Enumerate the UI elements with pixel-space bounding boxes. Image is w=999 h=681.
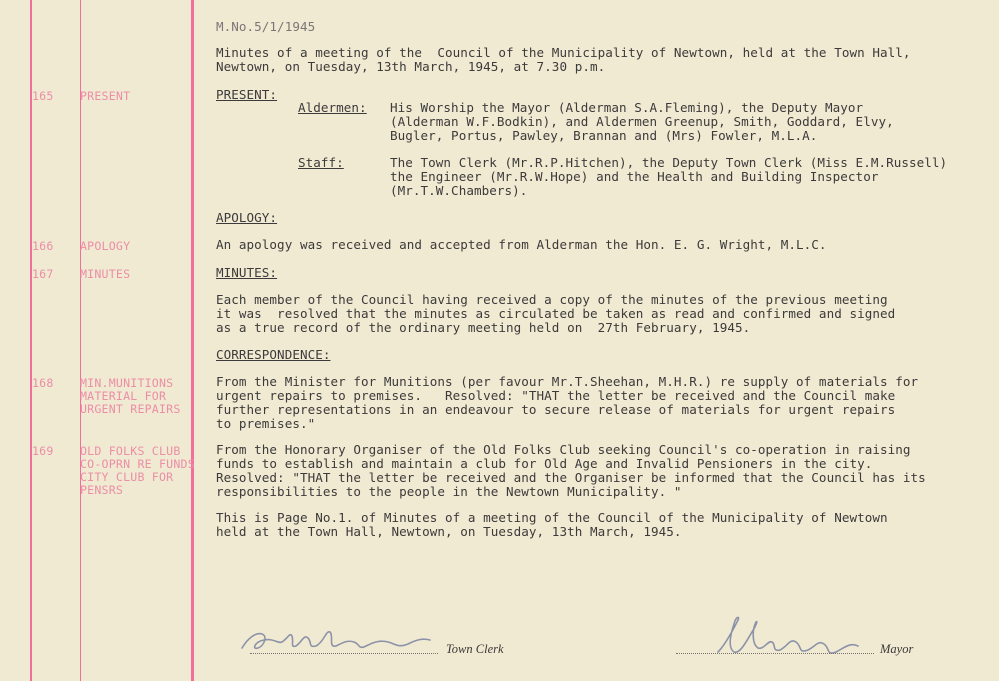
town-clerk-label: Town Clerk [446,642,504,656]
margin-label-168-line-3: URGENT REPAIRS [80,402,181,416]
page-note-line-1: This is Page No.1. of Minutes of a meeting of the Council of the Municipality of Newtown [216,510,888,525]
aldermen-line-1: His Worship the Mayor (Alderman S.A.Fleming), the Deputy Mayor [390,100,864,115]
margin-label-apology: APOLOGY [80,239,131,253]
margin-number-169: 169 [32,444,54,458]
correspondence-168-line-2: urgent repairs to premises. Resolved: "THAT the letter be received and the Council make [216,388,896,403]
margin-label-169-line-3: CITY CLUB FOR [80,470,174,484]
margin-number-166: 166 [32,239,54,253]
correspondence-168-line-4: to premises." [216,416,316,431]
correspondence-169-line-1: From the Honorary Organiser of the Old Folks Club seeking Council's co-operation in raising [216,442,911,457]
present-heading: PRESENT: [216,87,278,102]
margin-rule-right [191,0,194,681]
correspondence-168-line-3: further representations in an endeavour to secure release of materials for urgent repairs [216,402,896,417]
mayor-signature-line [676,653,874,654]
minutes-line-3: as a true record of the ordinary meeting held on 27th February, 1945. [216,320,751,335]
correspondence-169-line-2: funds to establish and maintain a club for Old Age and Invalid Pensioners in the city. [216,456,873,471]
correspondence-169-line-3: Resolved: "THAT the letter be received and the Organiser be informed that the Council has its [216,470,926,485]
margin-label-minutes: MINUTES [80,267,131,281]
margin-label-168-line-2: MATERIAL FOR [80,389,167,403]
mayor-label: Mayor [880,642,914,656]
margin-label-169-line-2: CO-OPRN RE FUNDS [80,457,195,471]
staff-label: Staff: [298,155,344,170]
margin-label-168-line-1: MIN.MUNITIONS [80,376,174,390]
town-clerk-signature-line [250,653,438,654]
intro-line-1: Minutes of a meeting of the Council of the Municipality of Newtown, held at the Town Hall, [216,45,911,60]
margin-number-167: 167 [32,267,54,281]
margin-label-169-line-1: OLD FOLKS CLUB [80,444,181,458]
reference-number: M.No.5/1/1945 [216,19,316,34]
apology-text: An apology was received and accepted from Alderman the Hon. E. G. Wright, M.L.C. [216,237,827,252]
correspondence-169-line-4: responsibilities to the people in the Newtown Municipality. " [216,484,682,499]
margin-label-169-line-4: PENSRS [80,483,124,497]
correspondence-168-line-1: From the Minister for Munitions (per favour Mr.T.Sheehan, M.H.R.) re supply of materials for [216,374,919,389]
margin-label-present: PRESENT [80,89,131,103]
staff-line-2: the Engineer (Mr.R.W.Hope) and the Health and Building Inspector [390,169,879,184]
margin-number-165: 165 [32,89,54,103]
staff-line-1: The Town Clerk (Mr.R.P.Hitchen), the Deputy Town Clerk (Miss E.M.Russell) [390,155,948,170]
minutes-heading: MINUTES: [216,265,278,280]
aldermen-label: Aldermen: [298,100,367,115]
mayor-signature [712,612,872,662]
intro-line-2: Newtown, on Tuesday, 13th March, 1945, at 7.30 p.m. [216,59,606,74]
aldermen-line-3: Bugler, Portus, Pawley, Brannan and (Mrs) Fowler, M.L.A. [390,128,818,143]
apology-heading: APOLOGY: [216,210,278,225]
aldermen-line-2: (Alderman W.F.Bodkin), and Aldermen Greenup, Smith, Goddard, Elvy, [390,114,894,129]
correspondence-heading: CORRESPONDENCE: [216,347,331,362]
staff-line-3: (Mr.T.W.Chambers). [390,183,528,198]
minutes-line-1: Each member of the Council having received a copy of the minutes of the previous meeting [216,292,888,307]
town-clerk-signature [238,618,438,658]
margin-number-168: 168 [32,376,54,390]
minutes-line-2: it was resolved that the minutes as circulated be taken as read and confirmed and signed [216,306,896,321]
page-note-line-2: held at the Town Hall, Newtown, on Tuesday, 13th March, 1945. [216,524,682,539]
